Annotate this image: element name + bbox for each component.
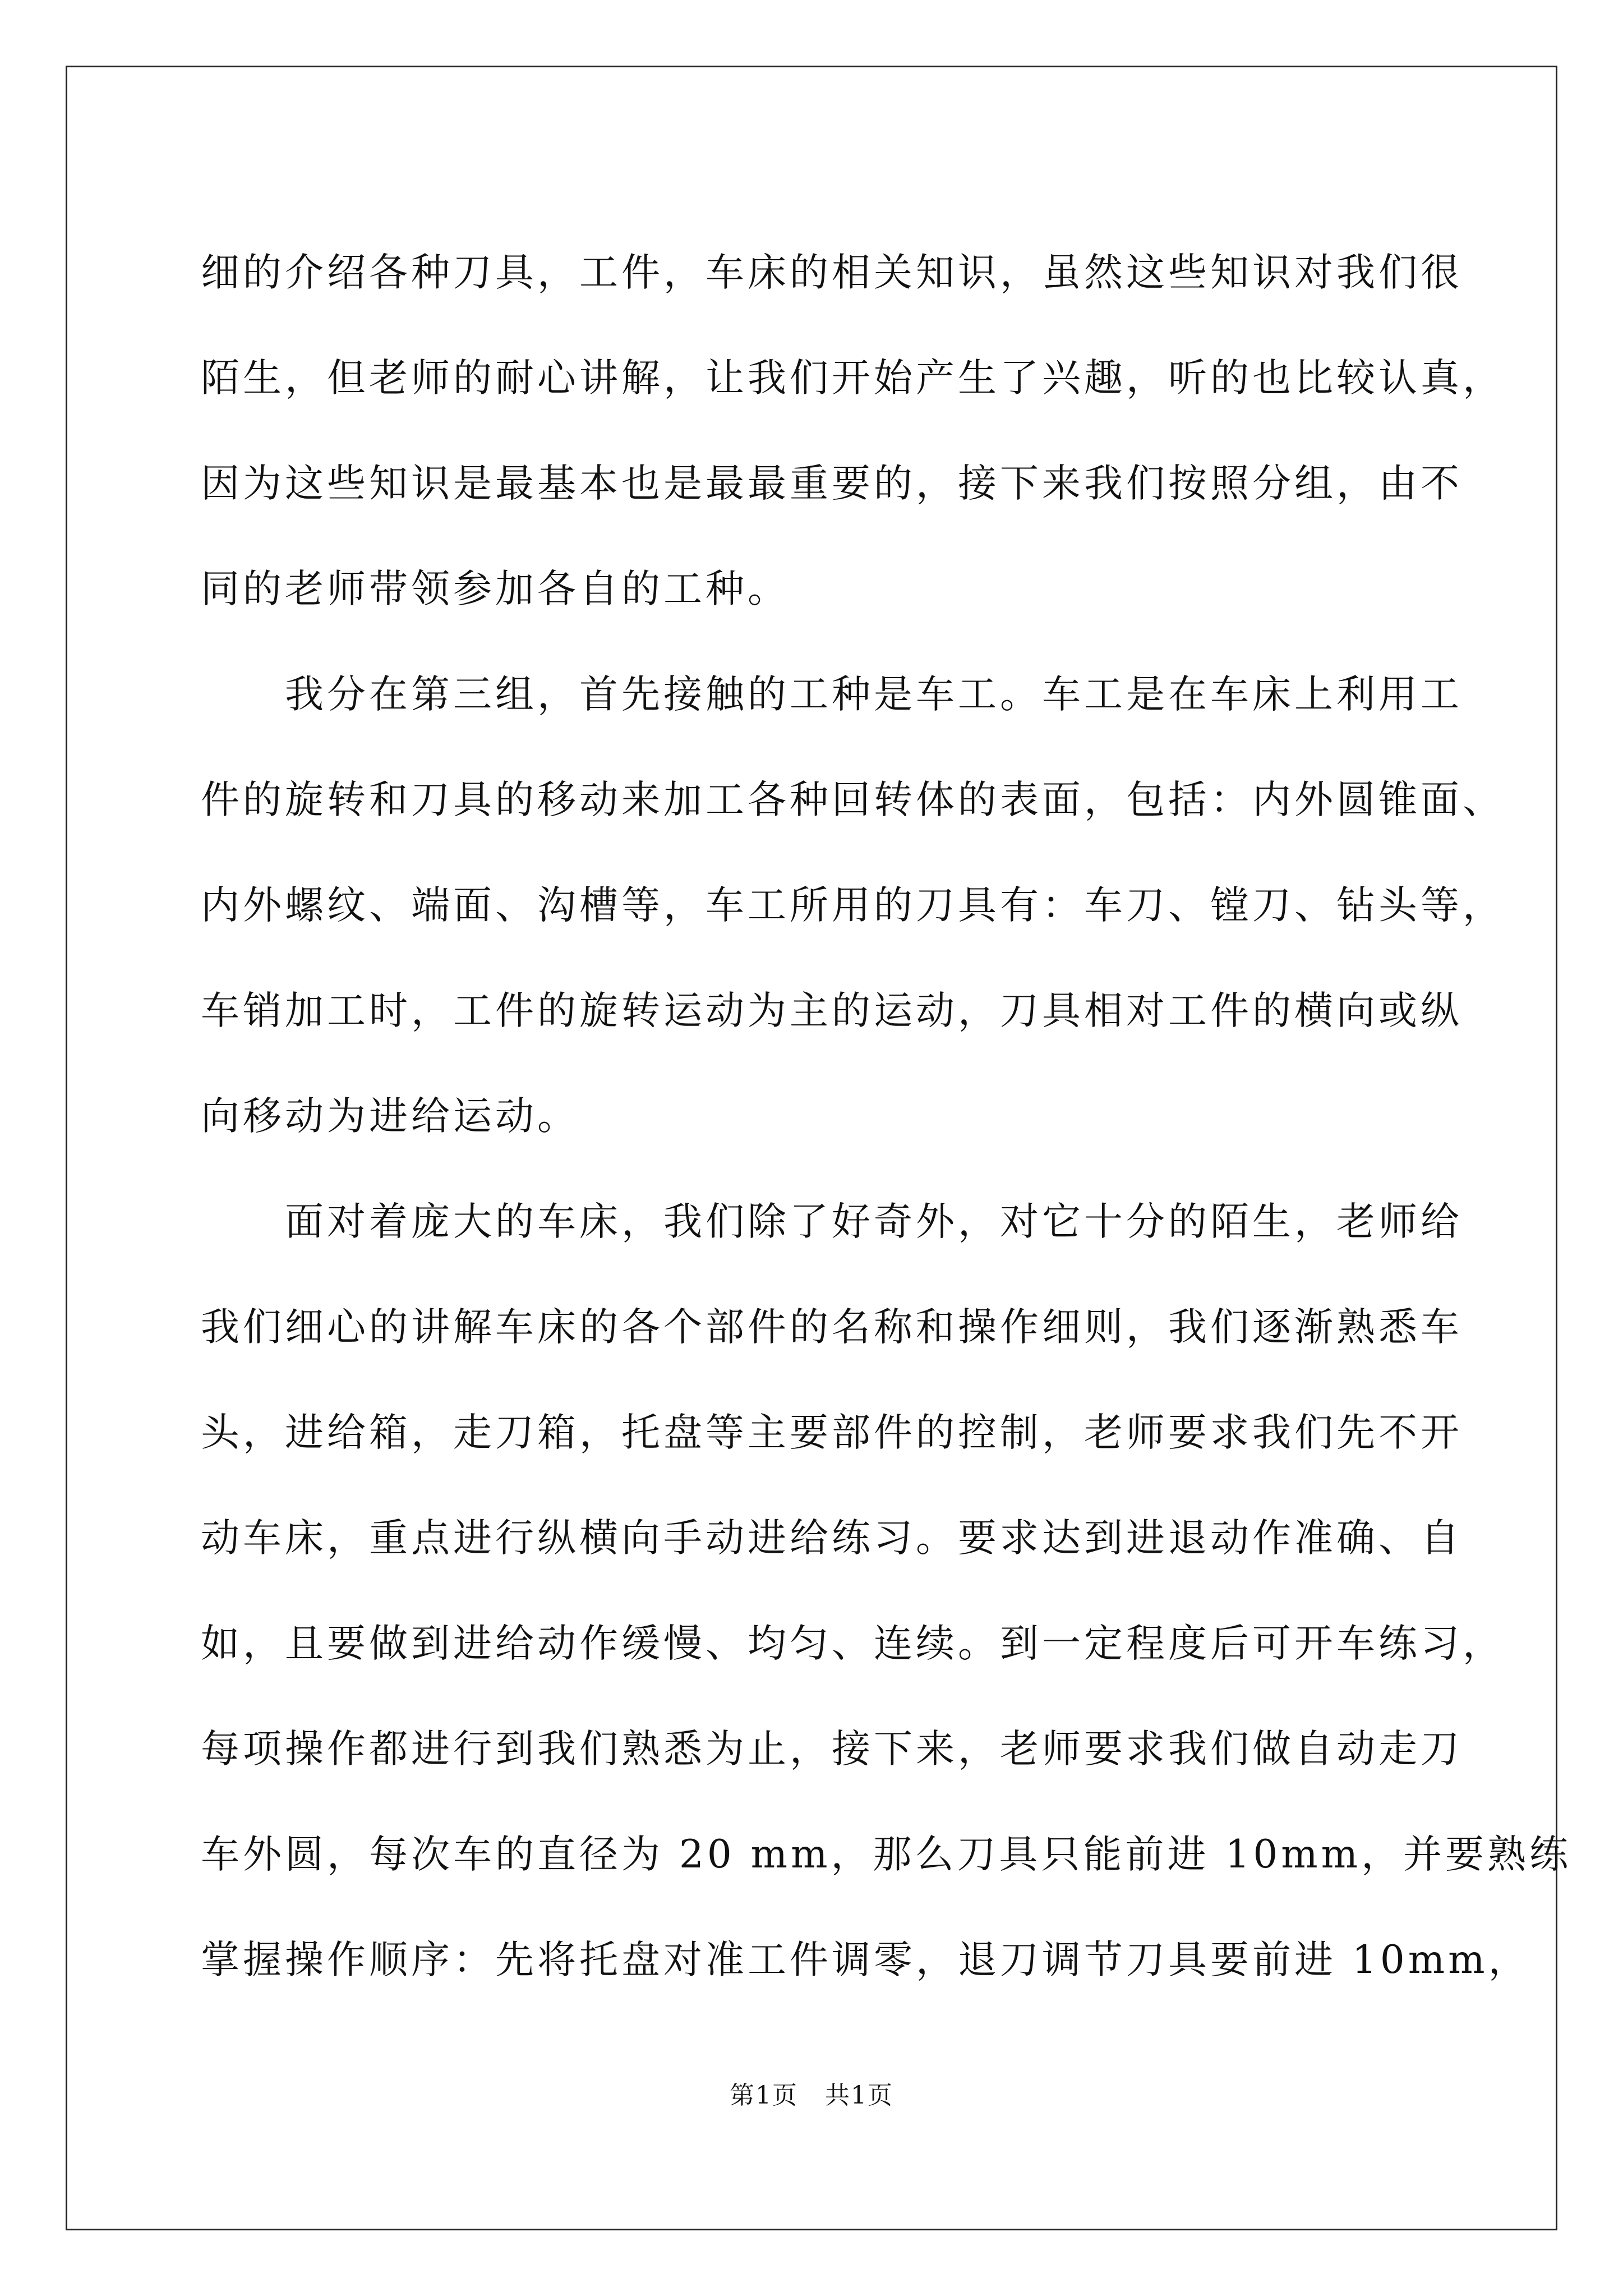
text-line: 每项操作都进行到我们熟悉为止，接下来，老师要求我们做自动走刀 [201,1727,1463,1772]
text-line: 我分在第三组，首先接触的工种是车工。车工是在车床上利用工 [201,672,1463,717]
text-line: 因为这些知识是最基本也是最最重要的，接下来我们按照分组，由不 [201,461,1463,506]
text-line: 如，且要做到进给动作缓慢、均匀、连续。到一定程度后可开车练习， [201,1621,1505,1666]
text-line: 车销加工时，工件的旋转运动为主的运动，刀具相对工件的横向或纵 [201,988,1463,1033]
page-number: 第1页 共1页 [730,2081,893,2110]
text-line: 头，进给箱，走刀箱，托盘等主要部件的控制，老师要求我们先不开 [201,1410,1463,1455]
text-line: 同的老师带领参加各自的工种。 [201,567,790,611]
text-line: 面对着庞大的车床，我们除了好奇外，对它十分的陌生，老师给 [201,1199,1463,1244]
text-line: 动车床，重点进行纵横向手动进给练习。要求达到进退动作准确、自 [201,1516,1463,1561]
text-line: 细的介绍各种刀具，工件，车床的相关知识，虽然这些知识对我们很 [201,250,1463,295]
text-line: 掌握操作顺序：先将托盘对准工件调零，退刀调节刀具要前进 10mm， [201,1938,1530,1982]
document-body [201,220,1572,2013]
text-line: 车外圆，每次车的直径为 20 mm，那么刀具只能前进 10mm，并要熟练 [201,1832,1572,1877]
text-line: 向移动为进给运动。 [201,1094,579,1139]
text-line: 我们细心的讲解车床的各个部件的名称和操作细则，我们逐渐熟悉车 [201,1305,1463,1350]
text-line: 内外螺纹、端面、沟槽等，车工所用的刀具有：车刀、镗刀、钻头等， [201,883,1505,928]
text-line: 件的旋转和刀具的移动来加工各种回转体的表面，包括：内外圆锥面、 [201,777,1505,822]
text-line: 陌生，但老师的耐心讲解，让我们开始产生了兴趣，听的也比较认真， [201,356,1505,401]
